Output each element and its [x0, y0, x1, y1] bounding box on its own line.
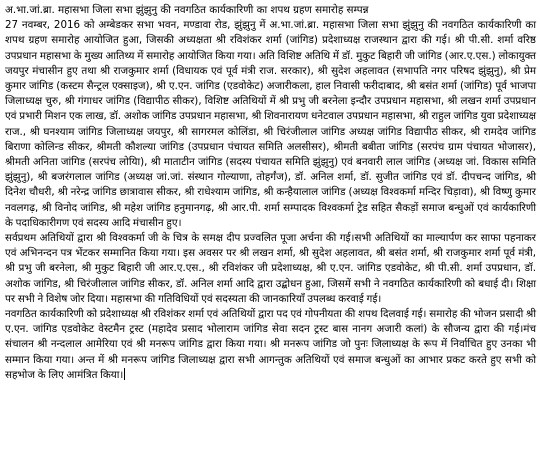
paragraph-1: 27 नवम्बर, 2016 को अम्बेडकर सभा भवन, मण्डावा रोड, झुंझुनु में अ.भा.जां.ब्रा. महासभा जिला सभा झुंझुनु की नवगठित कार्यकारिणी का शपथ ग्रहण समारोह आयोजित हुआ, जिसकी अध्यक्षता श्री रविशंकर शर्मा (जांगिड) प्रदेशाध्यक्ष राजस्थान द्वारा की गई। श्री पी.सी. शर्मा वरिष्ठ उपप्रधान महासभा के मुख्य आतिथ्य में समारोह आयोजित किया गया। अति विशिष्ट अतिथि में डॉ. मुकुट बिहारी जी जांगिड (आर.ए.एस.) लोकायुक्त जयपुर मंचासीन हुए तथा श्री राजकुमार शर्मा (विधायक एवं पूर्व मंत्री राज. सरकार), श्री सुदेश अहलावत (सभापति नगर परिषद झुंझुनु), श्री प्रेम कुमार जांगिड (कस्टम सैन्ट्रल एक्साइज), श्री ए.एन. जांगिड (एडवोकेट) अजारीकला, हाल निवासी फरीदाबाद, श्री बसंत शर्मा (जांगिड) पूर्व भाजपा जिलाध्यक्ष चुरु, श्री गंगाधर जांगिड (विद्यापीठ सीकर), विशिष्ट अतिथियों में श्री प्रभु जी बरनेला इन्दौर उपप्रधान महासभा, श्री लखन शर्मा उपप्रधान एवं प्रभारी मिशन एक लाख, डॉ. अशोक जांगिड उपप्रधान महासभा, श्री शिवनारायण धनेटवाल उपप्रधान महासभा, श्री राहुल जांगिड युवा प्रदेशाध्यक्ष राज., श्री घनश्याम जांगिड जिलाध्यक्ष जयपुर, श्री सागरमल कोलिंडा, श्री चिरंजीलाल जांगिड अध्यक्ष जांगिड विद्यापीठ सीकर, श्री रामदेव जांगिड बिराणा कोलिन्ड सीकर, श्रीमती कौशल्या जांगिड (उपप्रधान पंचायत समिति अलसीसर), श्रीमती बबीता जांगिड (सरपंच ग्राम पंचायत भोजासर), श्रीमती अनिता जांगिड (सरपंच लोयिा), श्री माताटीन जांगिड (सदस्य पंचायत समिति झुंझुनु) एवं बनवारी लाल जांगिड (अध्यक्ष जां. विकास समिति झुंझुनु), श्री बजरंगलाल जांगिड (अध्यक्ष जां.जां. संस्थान गोल्याणा, तोहर्गंज), डॉ. अनिल शर्मा, डॉ. सुजीत जांगिड एवं डॉ. दीपचन्द जांगिड, श्री दिनेश चौधरी, श्री नरेन्द्र जांगिड छात्रावास सीकर, श्री राधेश्याम जांगिड, श्री कन्हैयालाल जांगिड (अध्यक्ष विश्वकर्मा मन्दिर चिड़ावा), श्री विष्णु कुमार नवलगढ़, श्री विनोद जांगिड, श्री महेश जांगिड हनुमानगढ़, श्री आर.पी. शर्मा सम्पादक विश्वकर्मा ट्रेड सहित सैकड़ों समाज बन्धुओं एवं कार्यकारिणी के पदाधिकारीगण एवं सदस्य आदि मंचासीन हुए।: [5, 19, 537, 229]
paragraph-2: सर्वप्रथम अतिथियों द्वारा श्री विश्वकर्मा जी के चित्र के समक्ष दीप प्रज्वलित पूजा अर्चना की गई।सभी अतिथियों का माल्यार्पण कर साफा पहनाकर एवं अभिनन्दन पत्र भेंटकर सम्मानित किया गया। इस अवसर पर श्री लखन शर्मा, श्री सुदेश अहलावत, श्री बसंत शर्मा, श्री राजकुमार शर्मा पूर्व मंत्री, श्री प्रभु जी बरनेला, श्री मुकुट बिहारी जी आर.ए.एस., श्री रविशंकर जी प्रदेशाध्यक्ष, श्री ए.एन. जांगिड एडवोकेट, श्री पी.सी. शर्मा उपप्रधान, डॉ. अशोक जांगिड, श्री चिरंजीलाल जांगिड सीकर, डॉ. अनिल शर्मा आदि द्वारा उद्बोधन हुआ, जिसमें सभी ने नवगठित कार्यकारिणी को बधाई दी। शिक्षा पर सभी ने विशेष जोर दिया। महासभा की गतिविधियों एवं सदस्यता की जानकारियाँ उपलब्ध करवाई गई।: [5, 232, 536, 305]
article-title: अ.भा.जां.ब्रा. महासभा जिला सभा झुंझुनु की नवगठित कार्यकारिणी का शपथ ग्रहण समारोह सम्पन्न: [5, 4, 369, 16]
paragraph-3: [5, 307, 536, 383]
paragraph-3-text: नवगठित कार्यकारिणी को प्रदेशाध्यक्ष श्री रविशंकर शर्मा एवं अतिथियों द्वारा पद एवं गोपनीयता की शपथ दिलवाई गई। समारोह की भोजन प्रसादी श्री ए.एन. जांगिड एडवोकेट वेस्टमैन ट्रस्ट (महादेव प्रसाद भोलाराम जांगिड सेवा सदन ट्रस्ट बास नानग अजारी कलां) के सौजन्य द्वारा की गई।मंच संचालन श्री नन्दलाल आमेरिया एवं श्री मनरूप जांगिड द्वारा किया गया। श्री मनरूप जांगिड जो पुनः जिलाध्यक्ष के रूप में निर्वाचित हुए उनका भी सम्मान किया गया। अन्त में श्री मनरूप जांगिड जिलाध्यक्ष द्वारा सभी आगन्तुक अतिथियों एवं समाज बन्धुओं का आभार प्रकट करते हुए सभी को सहभोज के लिए आमंत्रित किया।: [5, 308, 536, 381]
text-cursor: [124, 368, 125, 380]
